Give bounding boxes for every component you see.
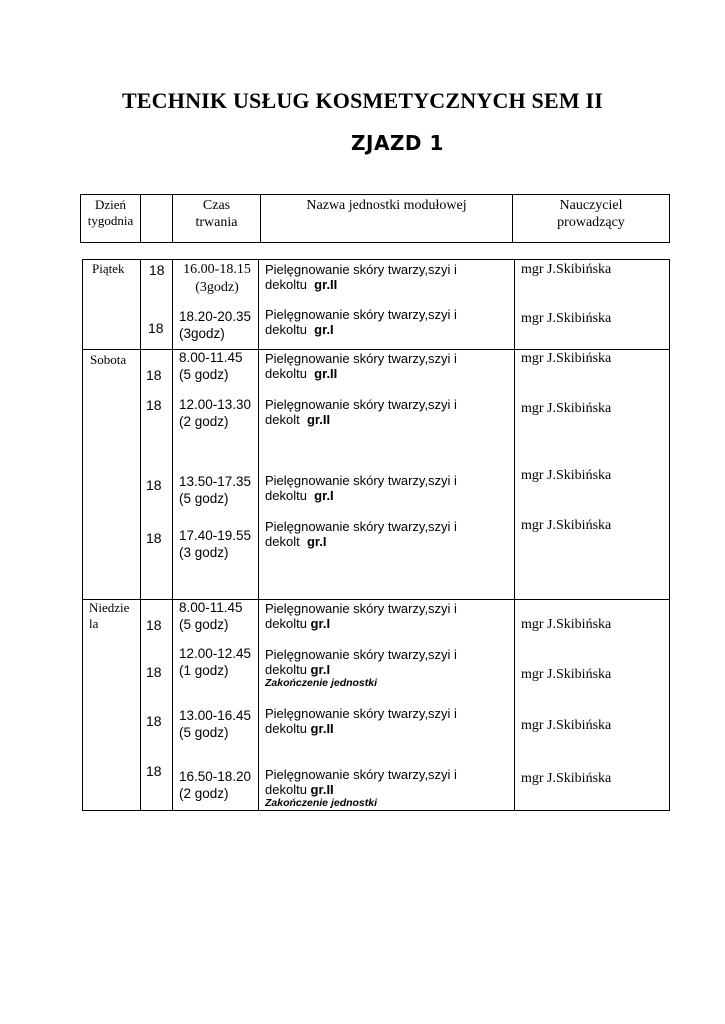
group-label: gr.I <box>314 322 334 337</box>
teacher-name: mgr J.Skibińska <box>521 667 612 682</box>
teacher-name: mgr J.Skibińska <box>521 468 612 483</box>
room-number: 18 <box>148 320 164 336</box>
time-slot: 13.00-16.45 (5 godz) <box>179 708 252 740</box>
teacher-name: mgr J.Skibińska <box>521 311 612 326</box>
time-slot: 12.00-12.45 (1 godz) <box>179 646 252 678</box>
header-module: Nazwa jednostki modułowej <box>306 198 467 213</box>
module-name: Pielęgnowanie skóry twarzy,szyi i dekoltu gr.II <box>265 262 457 292</box>
module-name: Pielęgnowanie skóry twarzy,szyi i dekoltu gr.II <box>265 351 457 381</box>
module-name: Pielęgnowanie skóry twarzy,szyi i dekoltu gr.II Zakończenie jednostki <box>265 767 511 810</box>
header-teacher: Nauczyciel prowadzący <box>557 198 625 230</box>
room-number: 18 <box>146 763 162 779</box>
time-slot: 12.00-13.30 (2 godz) <box>179 397 252 429</box>
group-label: gr.II <box>310 782 334 797</box>
time-slot: 16.50-18.20 (2 godz) <box>179 769 252 801</box>
teacher-name: mgr J.Skibińska <box>521 262 612 277</box>
module-name: Pielęgnowanie skóry twarzy,szyi i dekoltu gr.II <box>265 706 457 736</box>
group-label: gr.II <box>314 277 338 292</box>
group-label: gr.I <box>310 616 331 631</box>
room-number: 18 <box>149 262 165 278</box>
group-label: gr.II <box>306 412 331 427</box>
day-piatek: Piątek <box>92 261 125 276</box>
header-day: Dzień tygodnia <box>87 197 134 228</box>
page-title: TECHNIK USŁUG KOSMETYCZNYCH SEM II <box>121 88 604 113</box>
room-number: 18 <box>146 397 162 413</box>
teacher-name: mgr J.Skibińska <box>521 771 612 786</box>
module-name: Pielęgnowanie skóry twarzy,szyi i dekolt gr.I <box>265 519 457 549</box>
group-label: gr.I <box>310 662 331 677</box>
time-slot: 18.20-20.35 (3godz) <box>179 309 252 341</box>
room-number: 18 <box>146 367 162 383</box>
day-sobota: Sobota <box>90 352 127 367</box>
teacher-name: mgr J.Skibińska <box>521 518 612 533</box>
time-slot: 13.50-17.35 (5 godz) <box>179 474 252 506</box>
time-slot: 16.00-18.15 (3godz) <box>183 262 251 295</box>
module-name: Pielęgnowanie skóry twarzy,szyi i dekolt gr.II <box>265 397 457 427</box>
room-number: 18 <box>146 713 162 729</box>
module-name: Pielęgnowanie skóry twarzy,szyi i dekoltu gr.I <box>265 601 457 631</box>
module-name: Pielęgnowanie skóry twarzy,szyi i dekoltu gr.I <box>265 473 457 503</box>
day-niedziela: Niedzie la <box>89 600 130 631</box>
time-slot: 8.00-11.45 (5 godz) <box>179 350 243 382</box>
module-name: Pielęgnowanie skóry twarzy,szyi i dekoltu gr.I Zakończenie jednostki <box>265 647 511 690</box>
time-slot: 8.00-11.45 (5 godz) <box>179 600 243 632</box>
teacher-name: mgr J.Skibińska <box>521 617 612 632</box>
group-label: gr.II <box>310 721 334 736</box>
group-label: gr.II <box>314 366 338 381</box>
teacher-name: mgr J.Skibińska <box>521 351 612 366</box>
room-number: 18 <box>146 477 162 493</box>
module-name: Pielęgnowanie skóry twarzy,szyi i dekoltu gr.I <box>265 307 457 337</box>
page-subtitle: ZJAZD 1 <box>351 131 444 155</box>
teacher-name: mgr J.Skibińska <box>521 718 612 733</box>
time-slot: 17.40-19.55 (3 godz) <box>179 528 252 560</box>
group-label: gr.I <box>314 488 334 503</box>
unit-end-note: Zakończenie jednostki <box>265 677 378 689</box>
room-number: 18 <box>146 664 162 680</box>
unit-end-note: Zakończenie jednostki <box>265 797 378 809</box>
room-number: 18 <box>146 617 162 633</box>
room-number: 18 <box>146 530 162 546</box>
teacher-name: mgr J.Skibińska <box>521 401 612 416</box>
group-label: gr.I <box>306 534 327 549</box>
header-time: Czas trwania <box>195 198 238 230</box>
